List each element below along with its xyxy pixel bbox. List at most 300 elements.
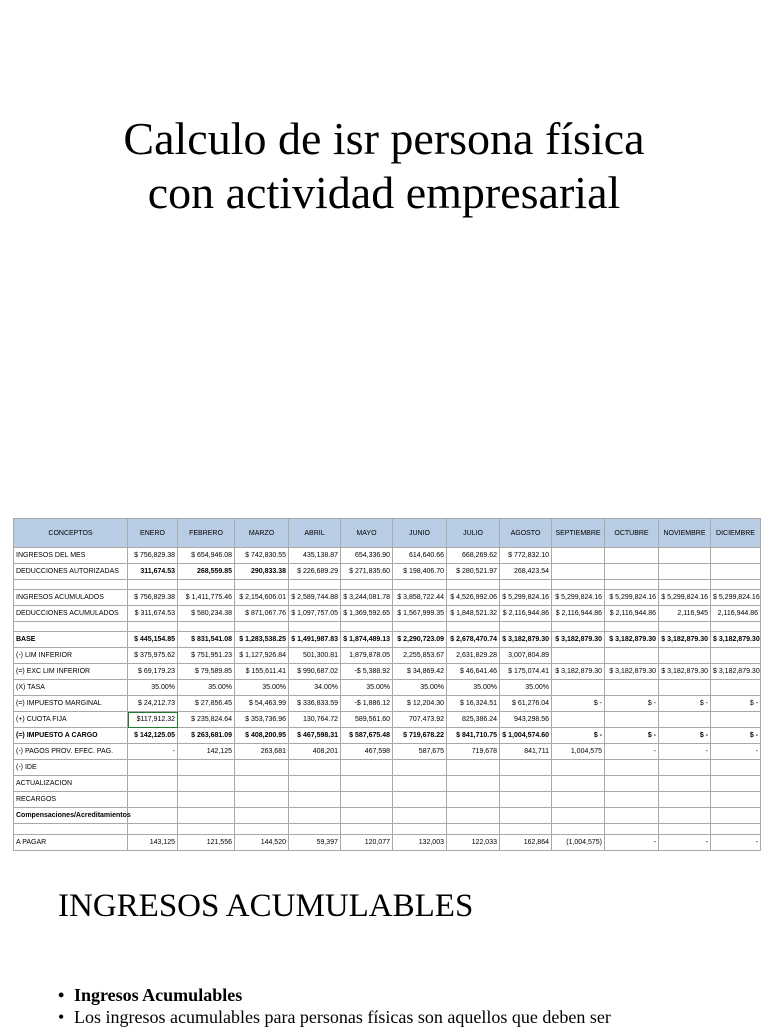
header-month: JULIO [447, 519, 500, 548]
slide-title-line-1: Calculo de isr persona física [123, 113, 645, 164]
table-cell [447, 824, 500, 835]
table-cell: 132,003 [393, 835, 447, 851]
table-cell: 668,269.62 [447, 548, 500, 564]
table-cell: $ 3,858,722.44 [393, 590, 447, 606]
table-cell: 408,201 [289, 744, 341, 760]
table-cell: $ 336,833.59 [289, 696, 341, 712]
table-cell [659, 564, 711, 580]
table-cell [605, 622, 659, 632]
table-cell: 707,473.92 [393, 712, 447, 728]
table-cell [552, 808, 605, 824]
table-header-row [14, 519, 761, 548]
table-cell: $ 2,290,723.09 [393, 632, 447, 648]
table-cell [393, 824, 447, 835]
table-cell [659, 792, 711, 808]
table-cell: 35.00% [500, 680, 552, 696]
table-cell [500, 622, 552, 632]
table-cell: $ - [711, 728, 761, 744]
header-month: ABRIL [289, 519, 341, 548]
table-cell: $ 756,829.38 [128, 548, 178, 564]
table-cell: 2,631,829.28 [447, 648, 500, 664]
table-cell: $ 756,829.38 [128, 590, 178, 606]
table-cell [552, 580, 605, 590]
table-cell [711, 824, 761, 835]
table-cell [289, 580, 341, 590]
table-cell: $ 2,154,606.01 [235, 590, 289, 606]
table-cell: $ - [605, 696, 659, 712]
table-cell: $ 271,835.60 [341, 564, 393, 580]
table-cell: $ 5,299,824.16 [659, 590, 711, 606]
table-row [14, 622, 761, 632]
bullet-item-2: • Los ingresos acumulables para personas físicas son aquellos que deben ser [58, 1006, 611, 1028]
table-cell: 144,520 [235, 835, 289, 851]
table-cell [128, 824, 178, 835]
table-cell [659, 648, 711, 664]
table-cell [289, 824, 341, 835]
header-month: SEPTIEMBRE [552, 519, 605, 548]
table-cell: $ 353,736.96 [235, 712, 289, 728]
table-cell: - [659, 744, 711, 760]
table-cell [128, 622, 178, 632]
table-cell: $ 654,946.08 [178, 548, 235, 564]
table-cell [711, 564, 761, 580]
table-cell: $ 69,179.23 [128, 664, 178, 680]
table-cell [552, 792, 605, 808]
table-cell: - [659, 835, 711, 851]
table-cell [711, 792, 761, 808]
table-cell: $ - [605, 728, 659, 744]
row-label-cell: (-) LIM INFERIOR [14, 648, 128, 664]
table-cell: 35.00% [393, 680, 447, 696]
table-cell: 35.00% [447, 680, 500, 696]
table-cell: 34.00% [289, 680, 341, 696]
table-row [14, 744, 761, 760]
table-cell: -$ 1,886.12 [341, 696, 393, 712]
table-cell: 143,125 [128, 835, 178, 851]
header-month: MAYO [341, 519, 393, 548]
table-cell [552, 564, 605, 580]
table-cell: $ 3,182,879.30 [659, 664, 711, 680]
table-cell: 121,556 [178, 835, 235, 851]
table-cell: 2,255,853.67 [393, 648, 447, 664]
header-month: OCTUBRE [605, 519, 659, 548]
table-cell: $ 142,125.05 [128, 728, 178, 744]
table-cell: $ 280,521.97 [447, 564, 500, 580]
table-cell: $ 990,687.02 [289, 664, 341, 680]
table-cell: $ 3,182,879.30 [500, 632, 552, 648]
table-cell [552, 776, 605, 792]
table-cell [711, 712, 761, 728]
header-month: AGOSTO [500, 519, 552, 548]
table-cell: $ 841,710.75 [447, 728, 500, 744]
table-cell: $ 54,463.99 [235, 696, 289, 712]
table-cell: 311,674.53 [128, 564, 178, 580]
row-label-cell [14, 824, 128, 835]
table-cell: $ 155,611.41 [235, 664, 289, 680]
table-cell: $ 871,067.76 [235, 606, 289, 622]
table-cell [552, 548, 605, 564]
table-cell [447, 776, 500, 792]
table-cell: $ 2,678,470.74 [447, 632, 500, 648]
table-cell: $ 3,182,879.30 [605, 664, 659, 680]
table-cell: - [605, 835, 659, 851]
table-cell [659, 808, 711, 824]
table-cell: $ - [552, 728, 605, 744]
table-cell [128, 760, 178, 776]
table-cell: 35.00% [178, 680, 235, 696]
table-cell [711, 648, 761, 664]
table-cell: $ 1,567,999.35 [393, 606, 447, 622]
table-cell: $ 1,491,987.83 [289, 632, 341, 648]
table-cell [500, 824, 552, 835]
row-label-cell: A PAGAR [14, 835, 128, 851]
table-cell: 162,864 [500, 835, 552, 851]
table-cell: $ 1,369,592.65 [341, 606, 393, 622]
table-cell: 654,336.90 [341, 548, 393, 564]
table-cell: $ 772,832.10 [500, 548, 552, 564]
table-cell: $ 24,212.73 [128, 696, 178, 712]
table-cell [711, 548, 761, 564]
table-row [14, 760, 761, 776]
table-cell: 120,077 [341, 835, 393, 851]
table-cell: $ 1,848,521.32 [447, 606, 500, 622]
table-cell [447, 580, 500, 590]
table-cell: $ 2,116,944.86 [552, 606, 605, 622]
header-month: MARZO [235, 519, 289, 548]
table-cell [128, 580, 178, 590]
table-cell [552, 680, 605, 696]
isr-calculation-table-wrapper [13, 518, 760, 846]
row-label-cell: (=) IMPUESTO MARGINAL [14, 696, 128, 712]
table-row [14, 632, 761, 648]
bullet-list [58, 984, 611, 1028]
row-label-cell: (-) PAGOS PROV. EFEC. PAG. [14, 744, 128, 760]
table-cell: $ 226,689.29 [289, 564, 341, 580]
table-cell [128, 808, 178, 824]
table-cell [393, 622, 447, 632]
table-cell [605, 824, 659, 835]
table-cell: $ 3,182,879.30 [711, 664, 761, 680]
table-cell: $ 3,182,879.30 [711, 632, 761, 648]
table-cell: 1,004,575 [552, 744, 605, 760]
table-cell [711, 776, 761, 792]
table-cell: $ 751,951.23 [178, 648, 235, 664]
table-cell [659, 776, 711, 792]
table-cell: $ 4,526,992.06 [447, 590, 500, 606]
row-label-cell [14, 622, 128, 632]
table-cell [500, 776, 552, 792]
table-cell: 35.00% [128, 680, 178, 696]
table-cell: $ 2,589,744.88 [289, 590, 341, 606]
table-body [14, 548, 761, 851]
table-row [14, 824, 761, 835]
table-cell: $ - [659, 696, 711, 712]
table-cell [605, 564, 659, 580]
table-cell [552, 712, 605, 728]
table-cell: $ - [659, 728, 711, 744]
table-cell: - [711, 835, 761, 851]
table-cell [605, 760, 659, 776]
table-cell [128, 792, 178, 808]
header-month: ENERO [128, 519, 178, 548]
table-cell: 501,300.81 [289, 648, 341, 664]
table-cell: $ 12,204.30 [393, 696, 447, 712]
table-cell: 122,033 [447, 835, 500, 851]
table-cell: 467,598 [341, 744, 393, 760]
row-label-cell: DEDUCCIONES AUTORIZADAS [14, 564, 128, 580]
table-cell [711, 760, 761, 776]
table-cell [178, 792, 235, 808]
row-label-cell: (-) IDE [14, 760, 128, 776]
table-cell: $ 5,299,824.16 [605, 590, 659, 606]
table-cell: $ 1,874,489.13 [341, 632, 393, 648]
table-cell: $ 263,681.09 [178, 728, 235, 744]
table-cell: $ 3,182,879.30 [552, 632, 605, 648]
table-row [14, 835, 761, 851]
table-cell [500, 580, 552, 590]
table-cell: 435,138.87 [289, 548, 341, 564]
isr-calculation-table [13, 518, 761, 851]
table-cell: 589,561.60 [341, 712, 393, 728]
table-cell [341, 808, 393, 824]
table-cell: 268,559.85 [178, 564, 235, 580]
table-cell: 268,423.54 [500, 564, 552, 580]
table-cell [605, 808, 659, 824]
table-cell: $ 175,074.41 [500, 664, 552, 680]
row-label-cell: INGRESOS ACUMULADOS [14, 590, 128, 606]
table-cell: 142,125 [178, 744, 235, 760]
table-cell: $ 27,856.45 [178, 696, 235, 712]
table-cell: $ - [711, 696, 761, 712]
table-cell [659, 548, 711, 564]
table-cell: $ 2,116,944.86 [605, 606, 659, 622]
table-row [14, 564, 761, 580]
table-row [14, 606, 761, 622]
table-cell: $117,912.32 [128, 712, 178, 728]
table-cell: $ 79,589.85 [178, 664, 235, 680]
table-cell [711, 580, 761, 590]
table-cell [552, 648, 605, 664]
table-cell [711, 680, 761, 696]
table-cell [500, 760, 552, 776]
table-cell: - [711, 744, 761, 760]
table-cell: 825,386.24 [447, 712, 500, 728]
table-cell: $ 3,182,879.30 [552, 664, 605, 680]
table-cell [235, 622, 289, 632]
table-row [14, 808, 761, 824]
table-cell: 2,116,945 [659, 606, 711, 622]
table-cell [341, 760, 393, 776]
table-cell [289, 792, 341, 808]
table-cell [341, 792, 393, 808]
table-cell: $ 235,824.64 [178, 712, 235, 728]
table-cell: 35.00% [341, 680, 393, 696]
table-cell [341, 776, 393, 792]
table-cell [605, 792, 659, 808]
bullet-item-1: • Ingresos Acumulables [58, 984, 611, 1006]
table-cell [552, 760, 605, 776]
table-cell: $ 467,598.31 [289, 728, 341, 744]
table-cell: 35.00% [235, 680, 289, 696]
row-label-cell: (+) CUOTA FIJA [14, 712, 128, 728]
table-row [14, 792, 761, 808]
table-cell [289, 776, 341, 792]
table-cell [659, 622, 711, 632]
table-cell [552, 824, 605, 835]
table-cell [393, 792, 447, 808]
header-month: FEBRERO [178, 519, 235, 548]
row-label-cell: RECARGOS [14, 792, 128, 808]
table-row [14, 648, 761, 664]
table-cell [552, 622, 605, 632]
table-cell [235, 808, 289, 824]
table-cell: $ 1,097,757.05 [289, 606, 341, 622]
table-cell [711, 808, 761, 824]
table-cell [235, 760, 289, 776]
table-cell [178, 760, 235, 776]
table-cell [235, 580, 289, 590]
table-cell: 263,681 [235, 744, 289, 760]
slide-title [0, 112, 768, 220]
table-row [14, 664, 761, 680]
table-cell: $ 5,299,824.16 [552, 590, 605, 606]
table-cell: $ 1,283,538.25 [235, 632, 289, 648]
section-heading: INGRESOS ACUMULABLES [58, 888, 474, 924]
table-cell [289, 622, 341, 632]
table-cell [393, 808, 447, 824]
table-cell: 3,007,804.89 [500, 648, 552, 664]
header-conceptos: CONCEPTOS [14, 519, 128, 548]
table-row [14, 548, 761, 564]
table-cell: $ 3,182,879.30 [605, 632, 659, 648]
row-label-cell: ACTUALIZACION [14, 776, 128, 792]
table-cell: -$ 5,388.92 [341, 664, 393, 680]
table-cell: 614,640.66 [393, 548, 447, 564]
table-cell: (1,004,575) [552, 835, 605, 851]
table-cell: $ 3,244,081.78 [341, 590, 393, 606]
table-cell [711, 622, 761, 632]
table-cell: $ 1,411,775.46 [178, 590, 235, 606]
row-label-cell: BASE [14, 632, 128, 648]
table-cell [178, 808, 235, 824]
table-cell [341, 622, 393, 632]
table-row [14, 590, 761, 606]
table-cell: $ 1,127,926.84 [235, 648, 289, 664]
table-cell [393, 760, 447, 776]
header-month: JUNIO [393, 519, 447, 548]
table-cell: $ 311,674.53 [128, 606, 178, 622]
table-cell: $ 742,830.55 [235, 548, 289, 564]
slide-title-line-2: con actividad empresarial [147, 167, 621, 218]
table-cell [235, 792, 289, 808]
table-cell [128, 776, 178, 792]
table-cell: - [128, 744, 178, 760]
row-label-cell: (=) EXC LIM INFERIOR [14, 664, 128, 680]
header-month: NOVIEMBRE [659, 519, 711, 548]
table-cell [393, 580, 447, 590]
table-cell [500, 808, 552, 824]
table-cell [447, 792, 500, 808]
table-row [14, 776, 761, 792]
table-cell [235, 776, 289, 792]
row-label-cell: (X) TASA [14, 680, 128, 696]
table-cell [605, 580, 659, 590]
table-cell: $ 445,154.85 [128, 632, 178, 648]
table-cell: $ 34,869.42 [393, 664, 447, 680]
table-cell [235, 824, 289, 835]
table-cell [447, 808, 500, 824]
table-cell: 587,675 [393, 744, 447, 760]
table-cell: $ 1,004,574.60 [500, 728, 552, 744]
table-cell: $ - [552, 696, 605, 712]
table-cell: $ 580,234.38 [178, 606, 235, 622]
table-cell: $ 198,406.70 [393, 564, 447, 580]
table-cell [659, 580, 711, 590]
row-label-cell: (=) IMPUESTO A CARGO [14, 728, 128, 744]
table-cell: - [605, 744, 659, 760]
table-cell [447, 622, 500, 632]
table-cell [605, 776, 659, 792]
table-cell [289, 808, 341, 824]
table-cell [659, 712, 711, 728]
table-cell: $ 5,299,824.16 [711, 590, 761, 606]
row-label-cell: Compensaciones/Acreditamientos [14, 808, 128, 824]
table-cell: 130,764.72 [289, 712, 341, 728]
table-row [14, 712, 761, 728]
table-cell: 841,711 [500, 744, 552, 760]
table-cell: $ 587,675.48 [341, 728, 393, 744]
table-cell [178, 824, 235, 835]
table-cell [178, 622, 235, 632]
table-cell: $ 16,324.51 [447, 696, 500, 712]
table-row [14, 580, 761, 590]
table-cell [447, 760, 500, 776]
table-cell: $ 831,541.08 [178, 632, 235, 648]
row-label-cell [14, 580, 128, 590]
table-row [14, 680, 761, 696]
table-cell: $ 5,299,824.16 [500, 590, 552, 606]
table-cell [500, 792, 552, 808]
table-cell: $ 61,276.04 [500, 696, 552, 712]
table-cell: 290,833.38 [235, 564, 289, 580]
table-cell: 943,298.56 [500, 712, 552, 728]
table-cell [659, 680, 711, 696]
table-cell: 1,879,878.05 [341, 648, 393, 664]
row-label-cell: INGRESOS DEL MES [14, 548, 128, 564]
table-cell: $ 46,641.46 [447, 664, 500, 680]
table-cell [605, 712, 659, 728]
table-cell: $ 719,678.22 [393, 728, 447, 744]
table-cell [659, 824, 711, 835]
table-cell [341, 824, 393, 835]
table-cell [289, 760, 341, 776]
table-cell: $ 375,975.62 [128, 648, 178, 664]
table-cell [393, 776, 447, 792]
table-cell: $ 408,200.95 [235, 728, 289, 744]
table-row [14, 728, 761, 744]
table-cell: 2,116,944.86 [711, 606, 761, 622]
table-cell [341, 580, 393, 590]
table-cell: $ 3,182,879.30 [659, 632, 711, 648]
table-cell: $ 2,116,944.86 [500, 606, 552, 622]
table-cell [605, 680, 659, 696]
table-row [14, 696, 761, 712]
table-cell: 59,397 [289, 835, 341, 851]
table-cell: 719,678 [447, 744, 500, 760]
table-cell [178, 776, 235, 792]
table-cell [605, 648, 659, 664]
header-month: DICIEMBRE [711, 519, 761, 548]
